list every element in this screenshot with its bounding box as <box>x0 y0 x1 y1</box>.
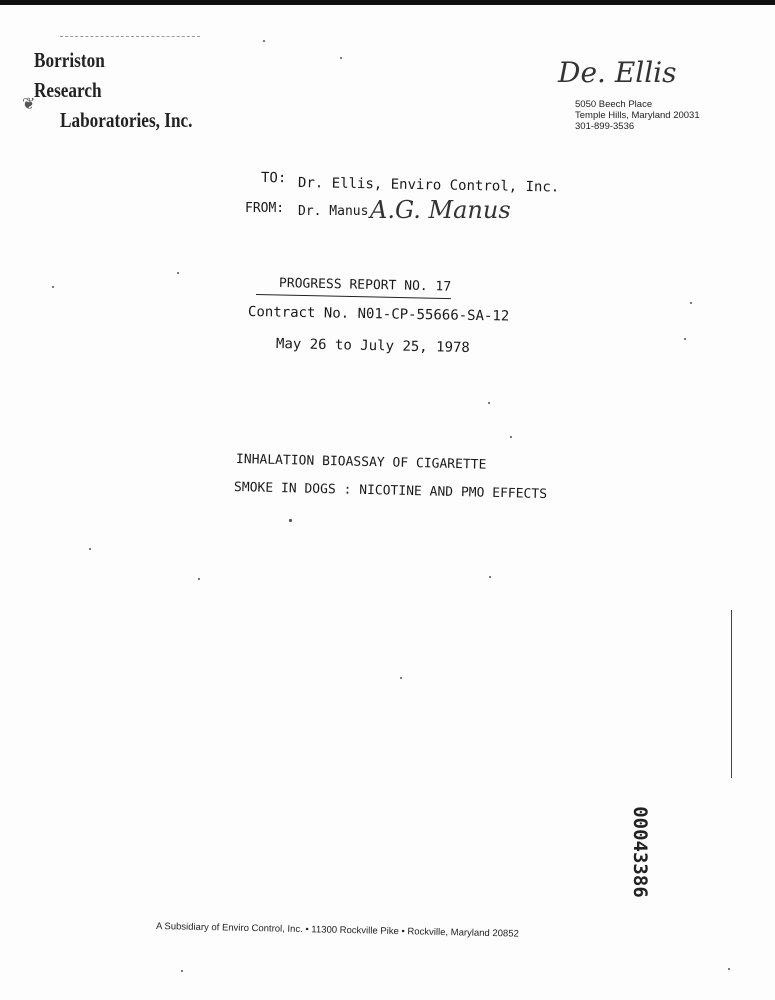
scan-speck <box>177 272 179 274</box>
address-street: 5050 Beech Place <box>575 99 653 110</box>
scan-speck <box>690 302 692 304</box>
address-city: Temple Hills, Maryland 20031 <box>575 110 700 121</box>
letterhead-line-2: Research <box>34 78 102 102</box>
contract-number: Contract No. N01-CP-55666-SA-12 <box>247 304 510 325</box>
report-period: May 26 to July 25, 1978 <box>275 336 471 357</box>
scan-artifact-dashes <box>60 36 200 37</box>
scan-artifact-vertical-line <box>731 610 732 778</box>
scan-speck <box>198 578 200 580</box>
scan-speck <box>289 519 292 522</box>
report-heading: PROGRESS REPORT NO. 17 <box>278 276 452 295</box>
handwritten-signature-ellis: De. Ellis <box>558 56 677 89</box>
report-heading-underline <box>256 294 451 299</box>
footer-subsidiary-line: A Subsidiary of Enviro Control, Inc. • 11300 Rockville Pike • Rockville, Maryland 20852 <box>155 921 519 940</box>
scan-speck <box>263 40 265 42</box>
scan-speck <box>89 548 91 550</box>
scan-speck <box>510 436 512 438</box>
bates-stamp <box>626 802 654 902</box>
scan-speck <box>728 968 730 970</box>
memo-from-value: Dr. Manus <box>298 204 369 219</box>
bates-number: 00043386 <box>629 806 651 898</box>
scan-speck <box>684 338 686 340</box>
scan-speck <box>489 576 491 578</box>
memo-to-label: TO: <box>260 170 287 187</box>
letterhead-line-1: Borriston <box>34 48 105 72</box>
logo-mark-icon: ❦ <box>22 96 36 113</box>
scan-top-border <box>0 0 775 5</box>
scan-speck <box>400 677 402 679</box>
letterhead-line-3: Laboratories, Inc. <box>60 108 193 132</box>
memo-to-value: Dr. Ellis, Enviro Control, Inc. <box>297 175 560 196</box>
memo-from-label: FROM: <box>245 201 285 216</box>
scan-speck <box>340 57 342 59</box>
lab-address <box>575 99 700 132</box>
handwritten-signature-manus: A.G. Manus <box>370 196 511 224</box>
address-phone: 301-899-3536 <box>575 121 635 132</box>
report-title-line-2: SMOKE IN DOGS : NICOTINE AND PMO EFFECTS <box>233 480 548 503</box>
scan-speck <box>488 402 490 404</box>
scan-speck <box>181 970 183 972</box>
report-title-line-1: INHALATION BIOASSAY OF CIGARETTE <box>235 452 487 473</box>
scan-speck <box>52 286 54 288</box>
